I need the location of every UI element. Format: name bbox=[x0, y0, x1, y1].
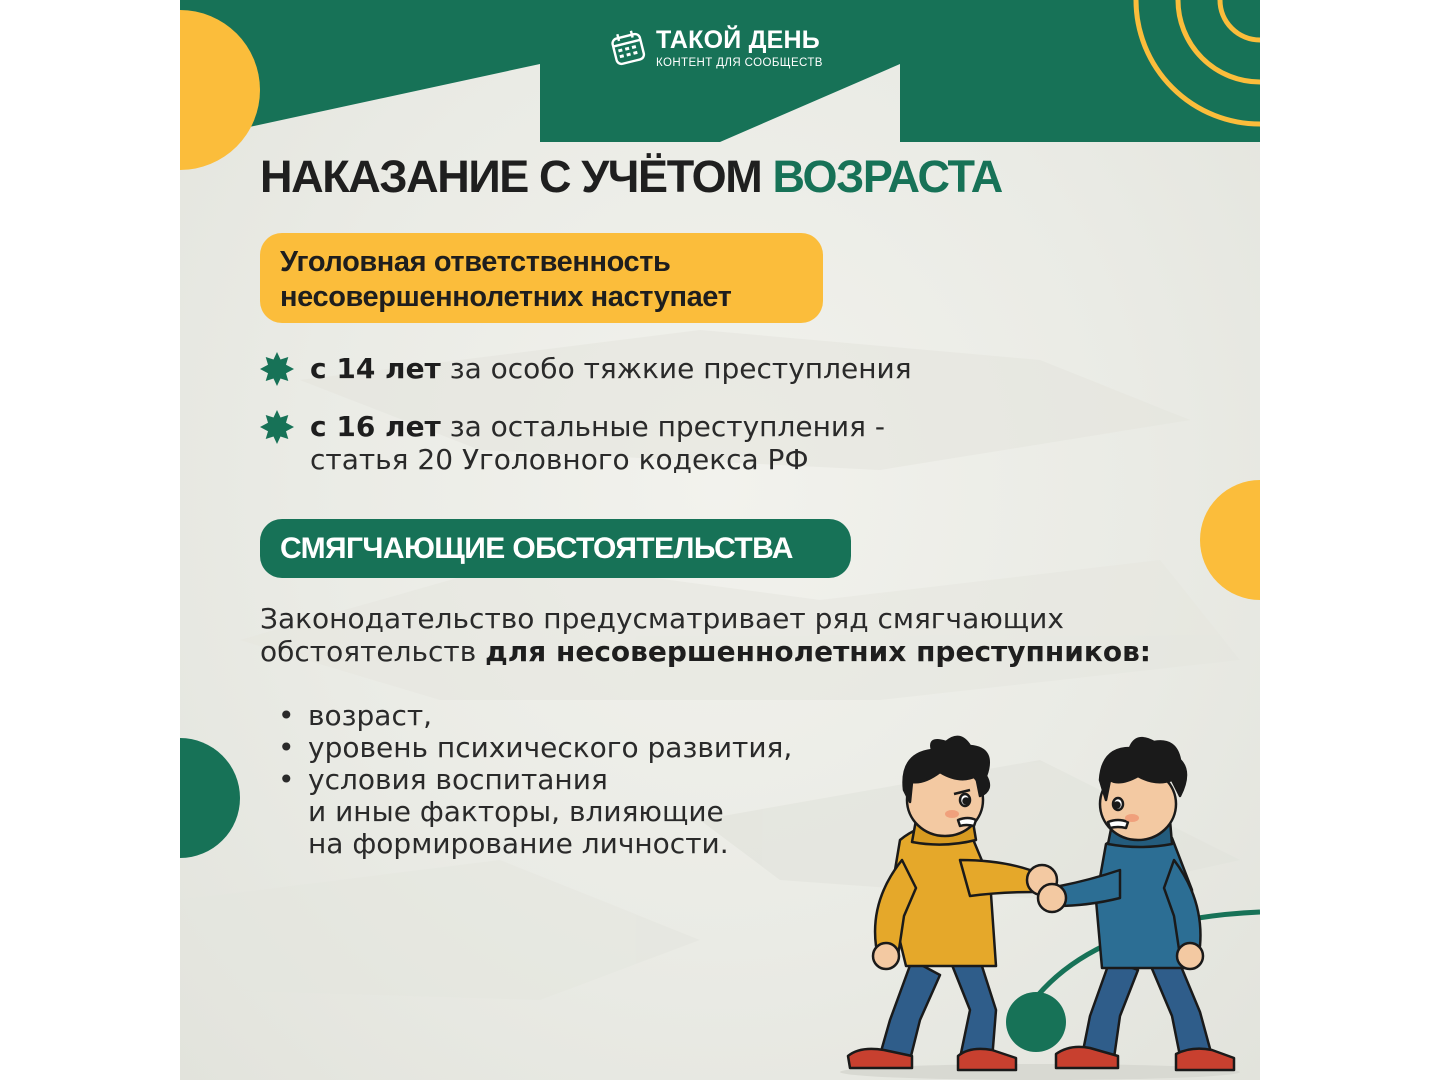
list-continuation bbox=[260, 796, 792, 828]
age-item-desc: за особо тяжкие преступления bbox=[449, 352, 912, 385]
mitigating-intro bbox=[260, 602, 1220, 668]
factor-text: возраст, bbox=[308, 699, 433, 732]
age-item-desc-line-2: статья 20 Уголовного кодекса РФ bbox=[310, 443, 809, 476]
liability-line-2: несовершеннолетних наступает bbox=[280, 281, 732, 313]
green-banner bbox=[180, 0, 1260, 142]
two-boys-fighting-illustration bbox=[820, 720, 1260, 1080]
logo bbox=[608, 26, 823, 70]
liability-line-1: Уголовная ответственность bbox=[280, 246, 671, 278]
age-item bbox=[260, 352, 912, 386]
age-item-bold: с 16 лет bbox=[310, 410, 441, 443]
calendar-icon bbox=[608, 28, 648, 68]
logo-subtitle: КОНТЕНТ ДЛЯ СООБЩЕСТВ bbox=[656, 57, 823, 69]
list-item: • уровень психического развития, bbox=[278, 731, 793, 764]
logo-title: ТАКОЙ ДЕНЬ bbox=[656, 26, 820, 54]
mitigating-title: СМЯГЧАЮЩИЕ ОБСТОЯТЕЛЬСТВА bbox=[260, 519, 851, 578]
title-accent: ВОЗРАСТА bbox=[772, 151, 1002, 202]
list-continuation bbox=[260, 828, 792, 860]
factors-list bbox=[260, 700, 792, 860]
age-item-desc: за остальные преступления - bbox=[449, 410, 885, 443]
factor-text: уровень психического развития, bbox=[308, 731, 793, 764]
poster-card bbox=[180, 0, 1260, 1080]
page-title bbox=[260, 150, 1002, 204]
factor-continuation: и иные факторы, влияющие bbox=[308, 795, 724, 828]
yellow-circle-right bbox=[1200, 480, 1260, 600]
factor-text: условия воспитания bbox=[308, 763, 608, 796]
star-bullet-icon bbox=[260, 352, 294, 386]
age-item-text bbox=[310, 352, 912, 385]
mitigating-intro-bold: для несовершеннолетних преступников: bbox=[485, 635, 1151, 668]
age-item bbox=[260, 410, 885, 476]
liability-label bbox=[260, 233, 823, 323]
boy-yellow-hoodie bbox=[848, 737, 1057, 1070]
age-item-text bbox=[310, 410, 885, 476]
boy-blue-hoodie bbox=[1038, 738, 1234, 1070]
star-bullet-icon bbox=[260, 410, 294, 444]
factor-continuation: на формирование личности. bbox=[308, 827, 729, 860]
title-part-1: НАКАЗАНИЕ С УЧЁТОМ bbox=[260, 151, 762, 202]
green-circle-left bbox=[180, 738, 240, 858]
mitigating-intro-text: Законодательство предусматривает ряд смягчающих обстоятельств bbox=[260, 602, 1064, 668]
age-item-bold: с 14 лет bbox=[310, 352, 441, 385]
list-item: • возраст, bbox=[278, 699, 433, 732]
list-item: • условия воспитания bbox=[278, 763, 608, 796]
